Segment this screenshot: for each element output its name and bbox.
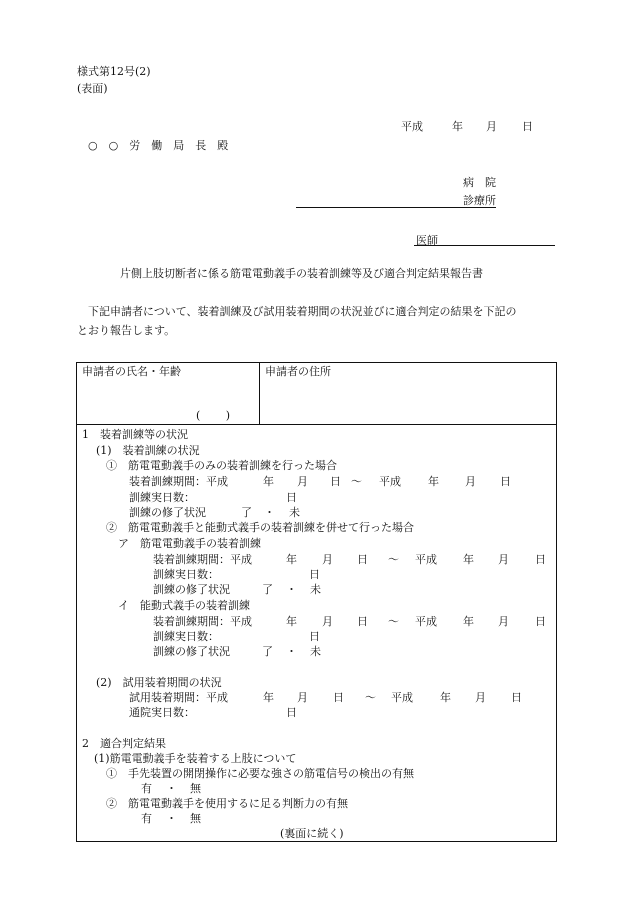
case1-status-notyet[interactable]: 未 xyxy=(289,506,300,519)
case1-status-label: 訓練の修了状況 xyxy=(129,506,206,519)
trial-visit-unit[interactable]: 日 xyxy=(286,706,297,719)
name-age-label: 申請者の氏名・年齢 xyxy=(82,365,181,378)
case2-a-days-unit[interactable]: 日 xyxy=(309,568,320,581)
case2-i-period-label: 装着訓練期間：平成 xyxy=(153,615,252,628)
case1-tilde: ～ xyxy=(351,475,362,488)
trial-period-label: 試用装着期間：平成 xyxy=(129,691,228,704)
section1-heading: 1 装着訓練等の状況 xyxy=(82,428,188,441)
q1-dot: ・ xyxy=(166,782,177,795)
addressee: ○ ○ 労 働 局 長 殿 xyxy=(88,139,229,152)
case2-i-end-era: 平成 xyxy=(415,615,437,628)
date-month: 月 xyxy=(486,120,497,133)
date-day: 日 xyxy=(522,120,533,133)
trial-visit-label: 通院実日数： xyxy=(129,706,195,719)
table-column-divider xyxy=(259,362,260,425)
date-year: 年 xyxy=(452,120,463,133)
case1-period-label: 装着訓練期間：平成 xyxy=(129,475,228,488)
q2-no[interactable]: 無 xyxy=(190,812,201,825)
table-row-divider xyxy=(76,424,557,425)
case2-i-status-done[interactable]: 了 xyxy=(262,645,273,658)
case2-a-status-done[interactable]: 了 xyxy=(262,583,273,596)
q2-yes[interactable]: 有 xyxy=(141,812,152,825)
case2-i-status-notyet[interactable]: 未 xyxy=(310,645,321,658)
case1-label: ① 筋電電動義手のみの装着訓練を行った場合 xyxy=(106,459,337,472)
form-side: (表面) xyxy=(77,82,108,95)
case2-i-days-label: 訓練実日数： xyxy=(153,630,219,643)
section2-sub1: (1)筋電電動義手を装着する上肢について xyxy=(94,752,297,765)
case2-a-end-year[interactable]: 年 xyxy=(463,553,474,566)
q1-no[interactable]: 無 xyxy=(190,782,201,795)
case1-end-month[interactable]: 月 xyxy=(465,475,476,488)
trial-end-month[interactable]: 月 xyxy=(475,691,486,704)
case2-i-label: イ 能動式義手の装着訓練 xyxy=(118,599,250,612)
case2-a-start-day[interactable]: 日 xyxy=(357,553,368,566)
case1-end-year[interactable]: 年 xyxy=(428,475,439,488)
age-field[interactable]: ( ) xyxy=(196,409,231,422)
hospital-signature-line[interactable] xyxy=(296,207,496,208)
case2-a-end-month[interactable]: 月 xyxy=(498,553,509,566)
case2-a-status-dot: ・ xyxy=(286,583,297,596)
case1-start-month[interactable]: 月 xyxy=(297,475,308,488)
case1-start-year[interactable]: 年 xyxy=(263,475,274,488)
case2-i-start-day[interactable]: 日 xyxy=(357,615,368,628)
case2-label: ② 筋電電動義手と能動式義手の装着訓練を併せて行った場合 xyxy=(106,521,414,534)
trial-start-month[interactable]: 月 xyxy=(297,691,308,704)
section1-sub2: (2) 試用装着期間の状況 xyxy=(96,676,222,689)
case2-a-status-notyet[interactable]: 未 xyxy=(310,583,321,596)
form-number: 様式第12号(2) xyxy=(77,65,151,78)
case2-i-start-month[interactable]: 月 xyxy=(322,615,333,628)
case1-start-day[interactable]: 日 xyxy=(330,475,341,488)
case1-end-day[interactable]: 日 xyxy=(500,475,511,488)
case2-i-days-unit[interactable]: 日 xyxy=(309,630,320,643)
trial-start-day[interactable]: 日 xyxy=(333,691,344,704)
case1-status-done[interactable]: 了 xyxy=(241,506,252,519)
case1-days-label: 訓練実日数： xyxy=(129,491,195,504)
case2-i-status-label: 訓練の修了状況 xyxy=(153,645,230,658)
address-label: 申請者の住所 xyxy=(265,365,331,378)
intro-line-1: 下記申請者について、装着訓練及び試用装着期間の状況並びに適合判定の結果を下記の xyxy=(88,305,517,318)
section2-heading: 2 適合判定結果 xyxy=(82,737,166,750)
case2-i-tilde: ～ xyxy=(388,615,399,628)
case1-days-unit[interactable]: 日 xyxy=(286,491,297,504)
q1-label: ① 手先装置の開閉操作に必要な強さの筋電信号の検出の有無 xyxy=(106,767,414,780)
section1-sub1: (1) 装着訓練の状況 xyxy=(96,444,200,457)
case1-status-dot: ・ xyxy=(264,506,275,519)
case1-end-era: 平成 xyxy=(379,475,401,488)
case2-a-tilde: ～ xyxy=(388,553,399,566)
case2-a-label: ア 筋電電動義手の装着訓練 xyxy=(118,537,261,550)
case2-a-start-month[interactable]: 月 xyxy=(322,553,333,566)
case2-a-end-day[interactable]: 日 xyxy=(535,553,546,566)
trial-tilde: ～ xyxy=(365,691,376,704)
intro-line-2: とおり報告します。 xyxy=(77,324,176,337)
document-title: 片側上肢切断者に係る筋電電動義手の装着訓練等及び適合判定結果報告書 xyxy=(120,267,483,280)
case2-i-end-day[interactable]: 日 xyxy=(535,615,546,628)
case2-i-status-dot: ・ xyxy=(286,645,297,658)
trial-start-year[interactable]: 年 xyxy=(263,691,274,704)
q1-yes[interactable]: 有 xyxy=(141,782,152,795)
trial-end-day[interactable]: 日 xyxy=(511,691,522,704)
doctor-label: 医師 xyxy=(416,234,438,247)
trial-end-year[interactable]: 年 xyxy=(440,691,451,704)
q2-label: ② 筋電電動義手を使用するに足る判断力の有無 xyxy=(106,797,348,810)
q2-dot: ・ xyxy=(166,812,177,825)
clinic-label: 診療所 xyxy=(463,194,496,207)
trial-end-era: 平成 xyxy=(391,691,413,704)
case2-a-status-label: 訓練の修了状況 xyxy=(153,583,230,596)
case2-a-days-label: 訓練実日数： xyxy=(153,568,219,581)
date-era: 平成 xyxy=(401,120,423,133)
case2-i-start-year[interactable]: 年 xyxy=(286,615,297,628)
case2-a-period-label: 装着訓練期間：平成 xyxy=(153,553,252,566)
hospital-label: 病 院 xyxy=(463,176,496,189)
case2-i-end-month[interactable]: 月 xyxy=(498,615,509,628)
continued-note: (裏面に続く) xyxy=(280,827,344,840)
case2-i-end-year[interactable]: 年 xyxy=(463,615,474,628)
doctor-signature-line[interactable] xyxy=(414,245,555,246)
case2-a-start-year[interactable]: 年 xyxy=(286,553,297,566)
case2-a-end-era: 平成 xyxy=(415,553,437,566)
